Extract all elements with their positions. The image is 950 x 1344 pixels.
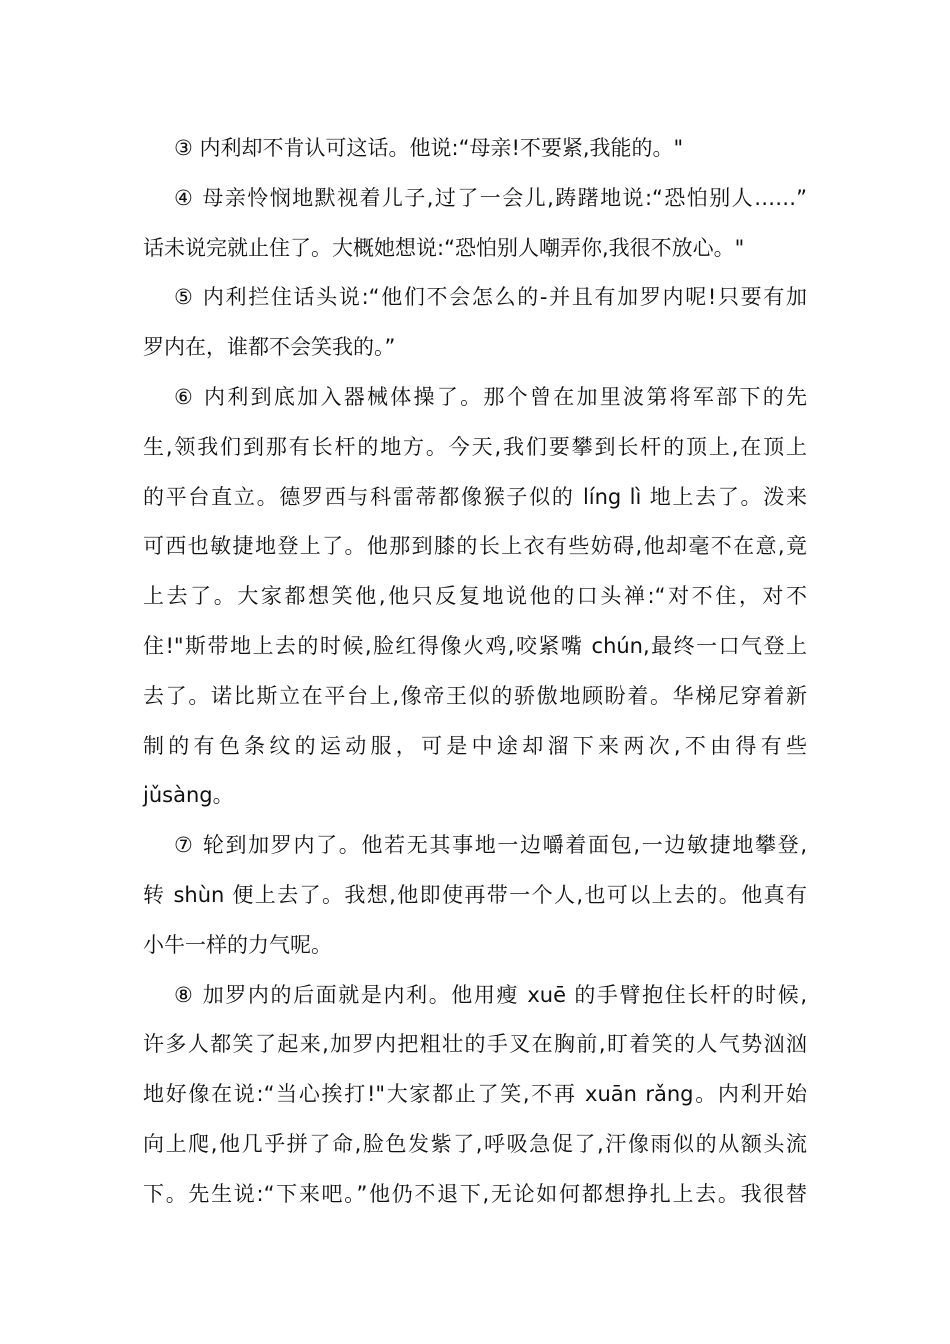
text-line: ④ 母亲怜悯地默视着儿子,过了一会儿,踌躇地说:“恐怕别人……” (174, 185, 807, 210)
text-line: 可西也敏捷地登上了。他那到膝的长上衣有些妨碍,他却毫不在意,竟 (143, 534, 807, 559)
text-line: 的平台直立。德罗西与科雷蒂都像猴子似的 líng lì 地上去了。泼来 (143, 484, 807, 509)
text-line: ⑧ 加罗内的后面就是内利。他用瘦 xuē 的手臂抱住长杆的时候, (174, 982, 807, 1007)
text-line: 下。先生说:“下来吧。”他仍不退下,无论如何都想挣扎上去。我很替 (143, 1181, 807, 1206)
text-line: 罗内在，谁都不会笑我的。” (143, 335, 396, 360)
text-line: 生,领我们到那有长杆的地方。今天,我们要攀到长杆的顶上,在顶上 (143, 434, 807, 459)
text-line: 许多人都笑了起来,加罗内把粗壮的手叉在胸前,盯着笑的人气势汹汹 (143, 1032, 807, 1057)
text-line: 去了。诺比斯立在平台上,像帝王似的骄傲地顾盼着。华梯尼穿着新 (143, 683, 807, 708)
text-line: ③ 内利却不肯认可这话。他说:“母亲!不要紧,我能的。" (174, 136, 684, 160)
text-line: 话未说完就止住了。大概她想说:“恐怕别人嘲弄你,我很不放心。" (143, 235, 745, 260)
text-line: 制的有色条纹的运动服，可是中途却溜下来两次,不由得有些 (143, 733, 807, 758)
text-line: ⑥ 内利到底加入器械体操了。那个曾在加里波第将军部下的先 (174, 384, 807, 409)
text-line: 小牛一样的力气呢。 (143, 932, 332, 957)
text-line: 上去了。大家都想笑他,他只反复地说他的口头禅:“对不住，对不 (143, 584, 807, 609)
text-line: jǔsàng。 (143, 783, 234, 808)
text-line: ⑤ 内利拦住话头说:“他们不会怎么的-并且有加罗内呢!只要有加 (174, 285, 807, 310)
text-line: 地好像在说:“当心挨打!"大家都止了笑,不再 xuān rǎng。内利开始 (143, 1082, 807, 1107)
text-line: 向上爬,他几乎拼了命,脸色发紫了,呼吸急促了,汗像雨似的从额头流 (143, 1131, 807, 1156)
text-line: 转 shùn 便上去了。我想,他即使再带一个人,也可以上去的。他真有 (143, 882, 807, 907)
body-text (143, 124, 807, 1220)
text-line: 住!"斯带地上去的时候,脸红得像火鸡,咬紧嘴 chún,最终一口气登上 (143, 633, 807, 658)
text-line: ⑦ 轮到加罗内了。他若无其事地一边嚼着面包,一边敏捷地攀登, (174, 833, 807, 858)
